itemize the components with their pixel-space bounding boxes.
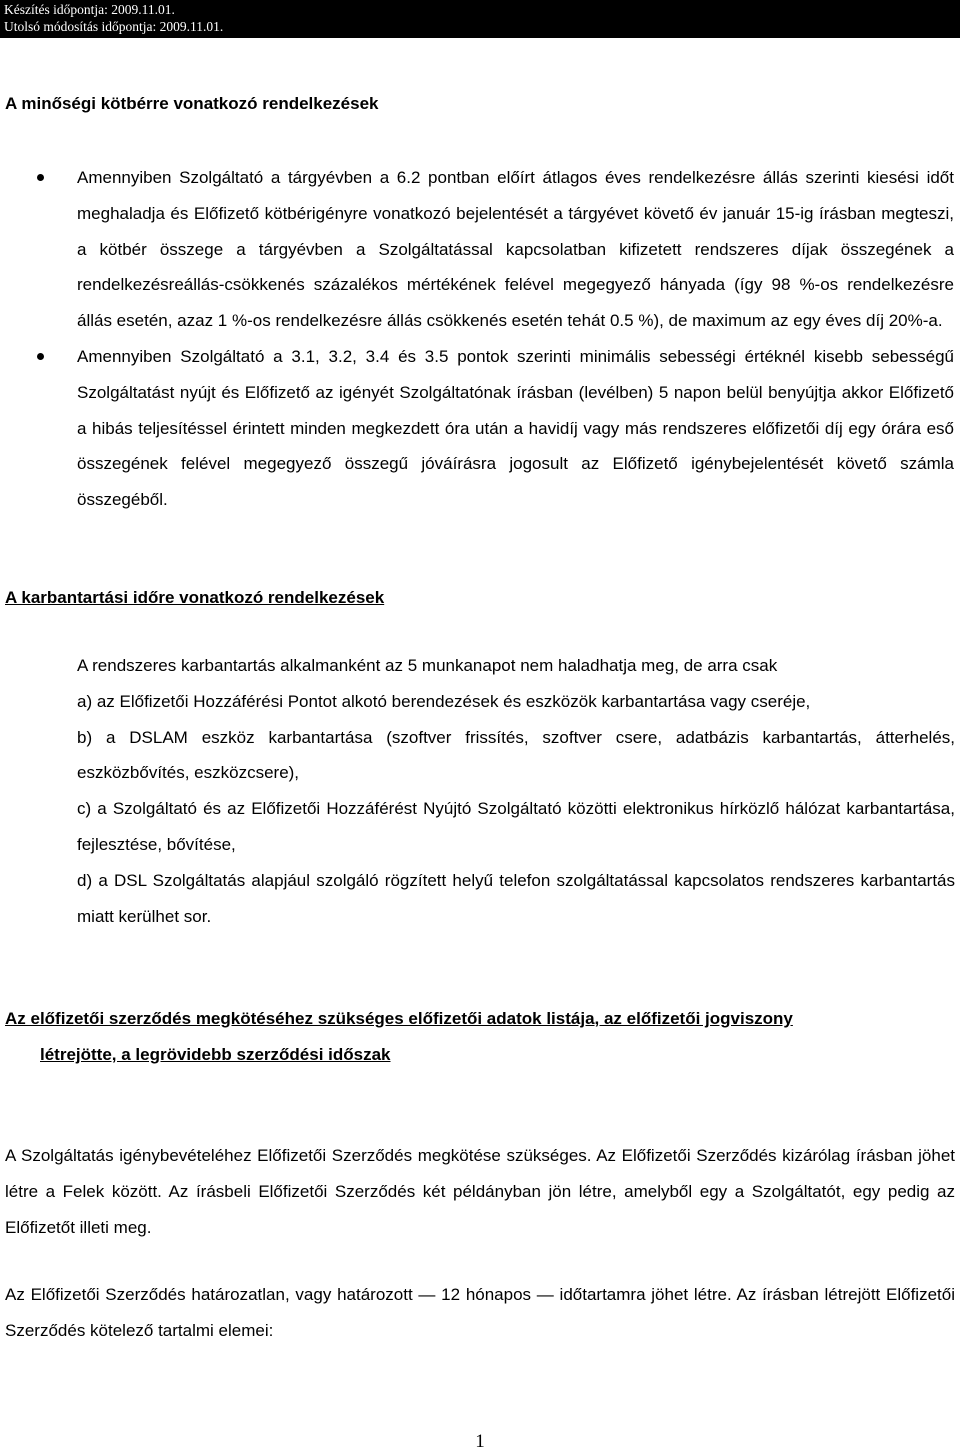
section-title-subscriber-data bbox=[5, 1001, 957, 1073]
list-item bbox=[0, 160, 960, 339]
bullet-icon bbox=[37, 174, 44, 181]
bullet-text: Amennyiben Szolgáltató a tárgyévben a 6.2 pontban előírt átlagos éves rendelkezésre állás szerinti kiesési időt meghaladja és Előfizető kötbérigényre vonatkozó bejelentését a tárgyévet követő év január 15-ig írásban megteszi, a kötbér összege a tárgyévben a Szolgáltatással kapcsolatban kifizetett rendszeres díjak összegének a rendelkezésreállás-csökkenés százalékos mértékének felével megegyező hányada (így 98 %-os rendelkezésre állás esetén, azaz 1 %-os rendelkezésre állás csökkenés esetén tehát 0.5 %), de maximum az egy éves díj 20%-a. bbox=[77, 168, 954, 331]
maintenance-block bbox=[77, 648, 955, 934]
section-title-maintenance: A karbantartási időre vonatkozó rendelkezések bbox=[5, 588, 385, 607]
document-header bbox=[0, 0, 960, 38]
section-title-quality-penalty: A minőségi kötbérre vonatkozó rendelkezések bbox=[5, 94, 379, 113]
list-item bbox=[0, 339, 960, 518]
maintenance-intro: A rendszeres karbantartás alkalmanként az 5 munkanapot nem haladhatja meg, de arra csak bbox=[77, 656, 778, 675]
bullet-text: Amennyiben Szolgáltató a 3.1, 3.2, 3.4 és 3.5 pontok szerinti minimális sebességi értéknél kisebb sebességű Szolgáltatást nyújt és Előfizető az igényét Szolgáltatónak írásban (levélben) 5 napon belül benyújtja akkor Előfizető a hibás teljesítéssel érintett minden megkezdett óra után a havidíj vagy más rendszeres előfizetői díj egy órára eső összegének felével megegyező összegű jóváírásra jogosult az Előfizető igénybejelentését követő számla összegéből. bbox=[77, 346, 954, 510]
bullet-icon bbox=[37, 353, 44, 360]
contract-paragraph-2: Az Előfizetői Szerződés határozatlan, vagy határozott — 12 hónapos — időtartamra jöhet létre. Az írásban létrejött Előfizetői Szerződés kötelező tartalmi elemei: bbox=[5, 1285, 955, 1340]
maintenance-item-b: b) a DSLAM eszköz karbantartása (szoftver frissítés, szoftver csere, adatbázis karbantartás, átterhelés, eszközbővítés, eszközcsere), bbox=[77, 727, 955, 783]
maintenance-item-a: a) az Előfizetői Hozzáférési Pontot alkotó berendezések és eszközök karbantartása vagy cseréje, bbox=[77, 691, 811, 711]
created-date: Készítés időpontja: 2009.11.01. bbox=[4, 2, 175, 17]
maintenance-item-c: c) a Szolgáltató és az Előfizetői Hozzáférést Nyújtó Szolgáltató közötti elektronikus hírközlő hálózat karbantartása, fejlesztése, bővítése, bbox=[77, 799, 955, 854]
section-title-line-1: Az előfizetői szerződés megkötéséhez szükséges előfizetői adatok listája, az előfizetői jogviszony bbox=[5, 1009, 793, 1028]
contract-paragraph-1: A Szolgáltatás igénybevételéhez Előfizetői Szerződés megkötése szükséges. Az Előfizetői Szerződés kizárólag írásban jöhet létre a Felek között. Az írásbeli Előfizetői Szerződés két példányban jön létre, amelyből egy a Szolgáltatót, egy pedig az Előfizetőt illeti meg. bbox=[5, 1146, 955, 1237]
modified-date: Utolsó módosítás időpontja: 2009.11.01. bbox=[4, 19, 224, 34]
maintenance-item-d: d) a DSL Szolgáltatás alapjául szolgáló rögzített helyű telefon szolgáltatással kapcsolatos rendszeres karbantartás miatt kerülhet sor. bbox=[77, 870, 955, 926]
section-title-line-2: létrejötte, a legrövidebb szerződési időszak bbox=[40, 1045, 391, 1064]
page-number: 1 bbox=[475, 1431, 485, 1452]
penalty-bullet-list bbox=[0, 160, 960, 518]
